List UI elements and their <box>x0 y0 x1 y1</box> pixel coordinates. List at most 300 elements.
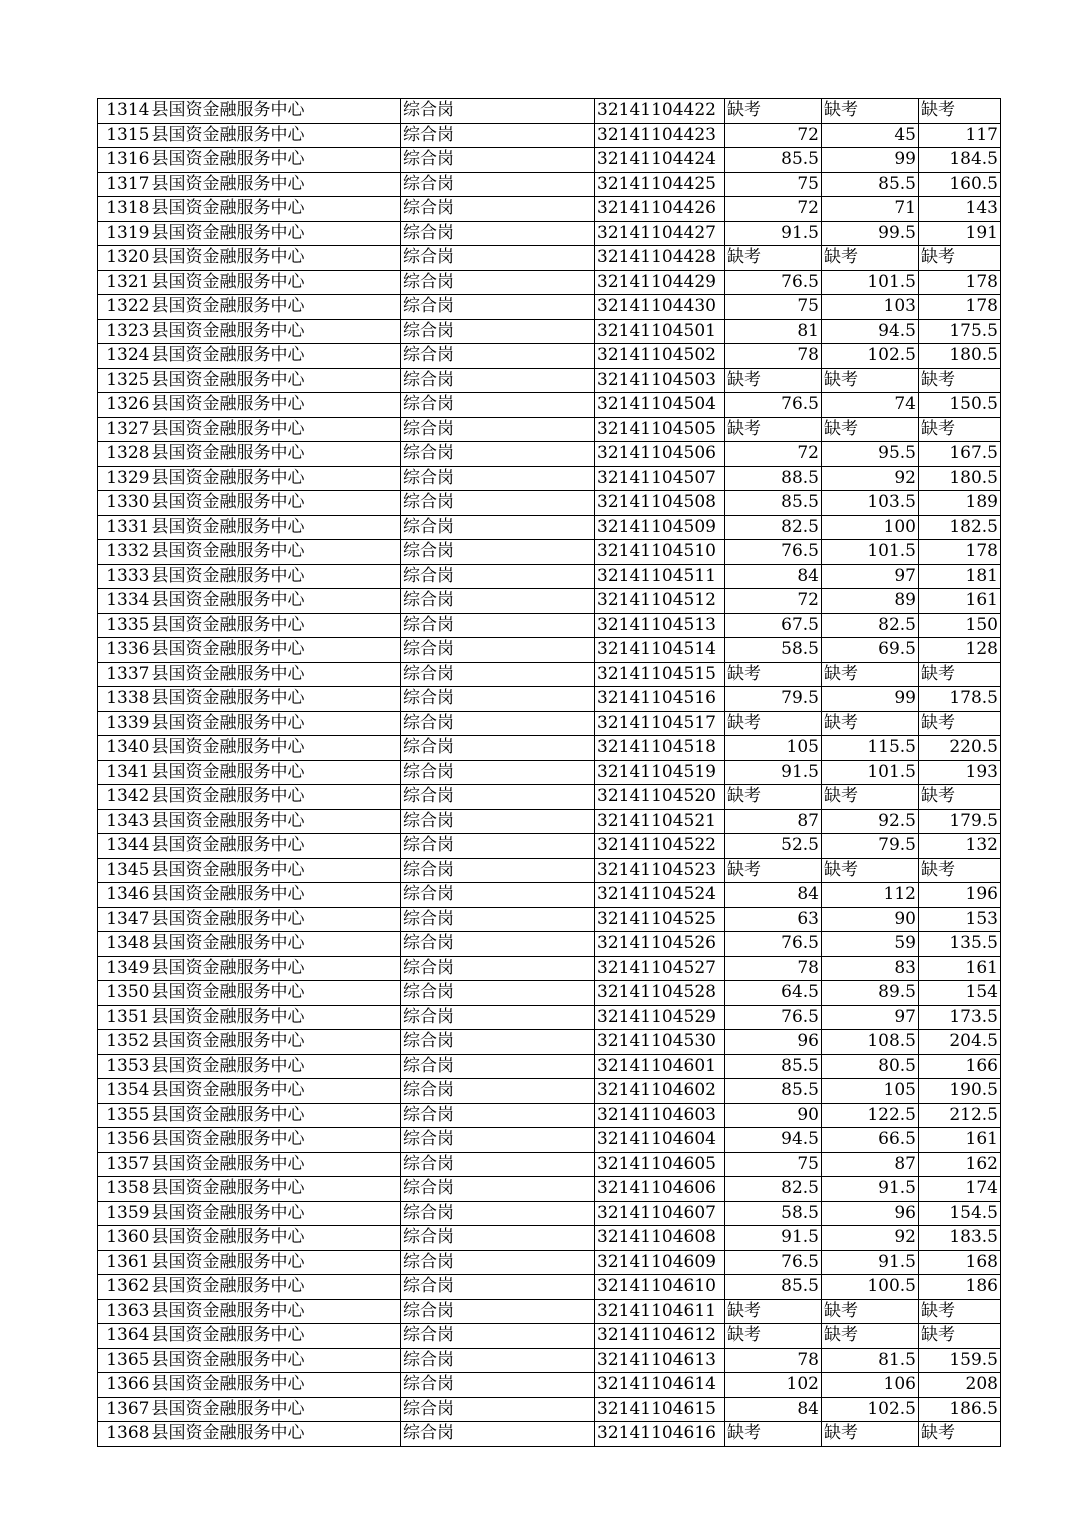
unit-name: 县国资金融服务中心 <box>151 883 401 908</box>
row-number: 1366 <box>98 1373 151 1398</box>
post-name: 综合岗 <box>401 270 595 295</box>
total-score: 180.5 <box>919 344 1001 369</box>
total-score: 180.5 <box>919 466 1001 491</box>
table-row <box>98 1324 1001 1349</box>
score-2: 103 <box>822 295 919 320</box>
exam-id: 32141104429 <box>595 270 725 295</box>
row-number: 1320 <box>98 246 151 271</box>
total-score: 191 <box>919 221 1001 246</box>
table-row <box>98 858 1001 883</box>
table-row <box>98 613 1001 638</box>
exam-id: 32141104515 <box>595 662 725 687</box>
unit-name: 县国资金融服务中心 <box>151 1030 401 1055</box>
exam-id: 32141104513 <box>595 613 725 638</box>
table-row <box>98 809 1001 834</box>
table-row <box>98 1030 1001 1055</box>
exam-id: 32141104521 <box>595 809 725 834</box>
post-name: 综合岗 <box>401 148 595 173</box>
unit-name: 县国资金融服务中心 <box>151 368 401 393</box>
exam-id: 32141104503 <box>595 368 725 393</box>
post-name: 综合岗 <box>401 1348 595 1373</box>
score-1: 67.5 <box>725 613 822 638</box>
table-row <box>98 466 1001 491</box>
table-row <box>98 540 1001 565</box>
score-1: 79.5 <box>725 687 822 712</box>
table-row <box>98 148 1001 173</box>
score-2: 69.5 <box>822 638 919 663</box>
unit-name: 县国资金融服务中心 <box>151 1103 401 1128</box>
post-name: 综合岗 <box>401 613 595 638</box>
post-name: 综合岗 <box>401 981 595 1006</box>
row-number: 1321 <box>98 270 151 295</box>
total-score: 193 <box>919 760 1001 785</box>
post-name: 综合岗 <box>401 221 595 246</box>
table-row <box>98 1079 1001 1104</box>
total-score: 缺考 <box>919 417 1001 442</box>
row-number: 1338 <box>98 687 151 712</box>
unit-name: 县国资金融服务中心 <box>151 1422 401 1447</box>
post-name: 综合岗 <box>401 1324 595 1349</box>
table-row <box>98 907 1001 932</box>
total-score: 153 <box>919 907 1001 932</box>
row-number: 1348 <box>98 932 151 957</box>
table-row <box>98 1226 1001 1251</box>
score-2: 101.5 <box>822 270 919 295</box>
row-number: 1337 <box>98 662 151 687</box>
score-1: 102 <box>725 1373 822 1398</box>
exam-id: 32141104602 <box>595 1079 725 1104</box>
row-number: 1315 <box>98 123 151 148</box>
exam-id: 32141104613 <box>595 1348 725 1373</box>
post-name: 综合岗 <box>401 809 595 834</box>
total-score: 162 <box>919 1152 1001 1177</box>
table-row <box>98 319 1001 344</box>
table-row <box>98 1299 1001 1324</box>
score-2: 102.5 <box>822 344 919 369</box>
score-2: 缺考 <box>822 1422 919 1447</box>
score-1: 82.5 <box>725 1177 822 1202</box>
post-name: 综合岗 <box>401 858 595 883</box>
row-number: 1336 <box>98 638 151 663</box>
post-name: 综合岗 <box>401 1373 595 1398</box>
score-1: 81 <box>725 319 822 344</box>
score-2: 缺考 <box>822 662 919 687</box>
total-score: 179.5 <box>919 809 1001 834</box>
exam-id: 32141104427 <box>595 221 725 246</box>
post-name: 综合岗 <box>401 1079 595 1104</box>
score-table <box>97 98 1001 1447</box>
post-name: 综合岗 <box>401 1226 595 1251</box>
table-row <box>98 491 1001 516</box>
score-1: 76.5 <box>725 1250 822 1275</box>
exam-id: 32141104606 <box>595 1177 725 1202</box>
table-row <box>98 1103 1001 1128</box>
exam-id: 32141104505 <box>595 417 725 442</box>
post-name: 综合岗 <box>401 1054 595 1079</box>
exam-id: 32141104601 <box>595 1054 725 1079</box>
exam-id: 32141104616 <box>595 1422 725 1447</box>
unit-name: 县国资金融服务中心 <box>151 785 401 810</box>
table-row <box>98 1373 1001 1398</box>
table-row <box>98 344 1001 369</box>
table-body <box>98 99 1001 1447</box>
table-row <box>98 393 1001 418</box>
unit-name: 县国资金融服务中心 <box>151 466 401 491</box>
exam-id: 32141104516 <box>595 687 725 712</box>
score-1: 75 <box>725 172 822 197</box>
exam-id: 32141104430 <box>595 295 725 320</box>
row-number: 1354 <box>98 1079 151 1104</box>
score-2: 83 <box>822 956 919 981</box>
table-row <box>98 1348 1001 1373</box>
score-2: 缺考 <box>822 858 919 883</box>
score-1: 64.5 <box>725 981 822 1006</box>
unit-name: 县国资金融服务中心 <box>151 1275 401 1300</box>
total-score: 缺考 <box>919 368 1001 393</box>
score-1: 72 <box>725 589 822 614</box>
score-1: 91.5 <box>725 760 822 785</box>
table-row <box>98 1250 1001 1275</box>
unit-name: 县国资金融服务中心 <box>151 687 401 712</box>
score-1: 91.5 <box>725 1226 822 1251</box>
score-1: 缺考 <box>725 1422 822 1447</box>
unit-name: 县国资金融服务中心 <box>151 711 401 736</box>
row-number: 1344 <box>98 834 151 859</box>
unit-name: 县国资金融服务中心 <box>151 1226 401 1251</box>
score-1: 85.5 <box>725 1079 822 1104</box>
post-name: 综合岗 <box>401 295 595 320</box>
unit-name: 县国资金融服务中心 <box>151 564 401 589</box>
total-score: 204.5 <box>919 1030 1001 1055</box>
unit-name: 县国资金融服务中心 <box>151 956 401 981</box>
row-number: 1316 <box>98 148 151 173</box>
table-row <box>98 1152 1001 1177</box>
total-score: 175.5 <box>919 319 1001 344</box>
exam-id: 32141104502 <box>595 344 725 369</box>
row-number: 1333 <box>98 564 151 589</box>
table-row <box>98 1128 1001 1153</box>
table-row <box>98 368 1001 393</box>
score-2: 缺考 <box>822 785 919 810</box>
exam-id: 32141104510 <box>595 540 725 565</box>
total-score: 161 <box>919 956 1001 981</box>
score-2: 87 <box>822 1152 919 1177</box>
unit-name: 县国资金融服务中心 <box>151 148 401 173</box>
total-score: 212.5 <box>919 1103 1001 1128</box>
exam-id: 32141104506 <box>595 442 725 467</box>
total-score: 150.5 <box>919 393 1001 418</box>
row-number: 1318 <box>98 197 151 222</box>
row-number: 1327 <box>98 417 151 442</box>
unit-name: 县国资金融服务中心 <box>151 1348 401 1373</box>
table-row <box>98 246 1001 271</box>
score-2: 92 <box>822 1226 919 1251</box>
table-row <box>98 785 1001 810</box>
exam-id: 32141104603 <box>595 1103 725 1128</box>
total-score: 190.5 <box>919 1079 1001 1104</box>
row-number: 1314 <box>98 99 151 124</box>
row-number: 1335 <box>98 613 151 638</box>
exam-id: 32141104529 <box>595 1005 725 1030</box>
table-row <box>98 99 1001 124</box>
score-2: 80.5 <box>822 1054 919 1079</box>
score-2: 122.5 <box>822 1103 919 1128</box>
post-name: 综合岗 <box>401 491 595 516</box>
score-1: 缺考 <box>725 246 822 271</box>
post-name: 综合岗 <box>401 785 595 810</box>
score-2: 66.5 <box>822 1128 919 1153</box>
score-1: 76.5 <box>725 393 822 418</box>
score-1: 63 <box>725 907 822 932</box>
post-name: 综合岗 <box>401 834 595 859</box>
table-row <box>98 564 1001 589</box>
unit-name: 县国资金融服务中心 <box>151 1177 401 1202</box>
score-2: 92 <box>822 466 919 491</box>
exam-id: 32141104501 <box>595 319 725 344</box>
table-row <box>98 981 1001 1006</box>
row-number: 1324 <box>98 344 151 369</box>
table-row <box>98 883 1001 908</box>
post-name: 综合岗 <box>401 393 595 418</box>
unit-name: 县国资金融服务中心 <box>151 1299 401 1324</box>
post-name: 综合岗 <box>401 687 595 712</box>
post-name: 综合岗 <box>401 246 595 271</box>
row-number: 1359 <box>98 1201 151 1226</box>
row-number: 1342 <box>98 785 151 810</box>
post-name: 综合岗 <box>401 662 595 687</box>
unit-name: 县国资金融服务中心 <box>151 1054 401 1079</box>
row-number: 1319 <box>98 221 151 246</box>
table-row <box>98 442 1001 467</box>
exam-id: 32141104524 <box>595 883 725 908</box>
score-2: 94.5 <box>822 319 919 344</box>
score-2: 79.5 <box>822 834 919 859</box>
unit-name: 县国资金融服务中心 <box>151 172 401 197</box>
exam-id: 32141104517 <box>595 711 725 736</box>
unit-name: 县国资金融服务中心 <box>151 197 401 222</box>
score-2: 97 <box>822 1005 919 1030</box>
total-score: 178 <box>919 295 1001 320</box>
score-1: 缺考 <box>725 99 822 124</box>
post-name: 综合岗 <box>401 172 595 197</box>
total-score: 缺考 <box>919 1422 1001 1447</box>
row-number: 1323 <box>98 319 151 344</box>
exam-id: 32141104504 <box>595 393 725 418</box>
unit-name: 县国资金融服务中心 <box>151 834 401 859</box>
total-score: 168 <box>919 1250 1001 1275</box>
row-number: 1339 <box>98 711 151 736</box>
unit-name: 县国资金融服务中心 <box>151 1250 401 1275</box>
total-score: 161 <box>919 1128 1001 1153</box>
score-2: 102.5 <box>822 1397 919 1422</box>
row-number: 1351 <box>98 1005 151 1030</box>
exam-id: 32141104523 <box>595 858 725 883</box>
row-number: 1367 <box>98 1397 151 1422</box>
score-2: 97 <box>822 564 919 589</box>
score-2: 85.5 <box>822 172 919 197</box>
row-number: 1326 <box>98 393 151 418</box>
post-name: 综合岗 <box>401 883 595 908</box>
score-1: 76.5 <box>725 932 822 957</box>
unit-name: 县国资金融服务中心 <box>151 515 401 540</box>
unit-name: 县国资金融服务中心 <box>151 1201 401 1226</box>
score-2: 103.5 <box>822 491 919 516</box>
total-score: 117 <box>919 123 1001 148</box>
score-2: 95.5 <box>822 442 919 467</box>
unit-name: 县国资金融服务中心 <box>151 295 401 320</box>
score-1: 缺考 <box>725 1324 822 1349</box>
score-1: 85.5 <box>725 1054 822 1079</box>
post-name: 综合岗 <box>401 638 595 663</box>
row-number: 1352 <box>98 1030 151 1055</box>
score-2: 缺考 <box>822 1324 919 1349</box>
exam-id: 32141104605 <box>595 1152 725 1177</box>
post-name: 综合岗 <box>401 907 595 932</box>
score-2: 82.5 <box>822 613 919 638</box>
total-score: 150 <box>919 613 1001 638</box>
exam-id: 32141104527 <box>595 956 725 981</box>
total-score: 183.5 <box>919 1226 1001 1251</box>
row-number: 1358 <box>98 1177 151 1202</box>
score-2: 99.5 <box>822 221 919 246</box>
exam-id: 32141104423 <box>595 123 725 148</box>
score-2: 106 <box>822 1373 919 1398</box>
score-2: 105 <box>822 1079 919 1104</box>
post-name: 综合岗 <box>401 1103 595 1128</box>
post-name: 综合岗 <box>401 1299 595 1324</box>
table-row <box>98 1054 1001 1079</box>
exam-id: 32141104426 <box>595 197 725 222</box>
exam-id: 32141104530 <box>595 1030 725 1055</box>
post-name: 综合岗 <box>401 760 595 785</box>
unit-name: 县国资金融服务中心 <box>151 99 401 124</box>
total-score: 208 <box>919 1373 1001 1398</box>
row-number: 1332 <box>98 540 151 565</box>
score-2: 100.5 <box>822 1275 919 1300</box>
table-row <box>98 736 1001 761</box>
score-1: 90 <box>725 1103 822 1128</box>
table-row <box>98 589 1001 614</box>
exam-id: 32141104610 <box>595 1275 725 1300</box>
total-score: 220.5 <box>919 736 1001 761</box>
row-number: 1355 <box>98 1103 151 1128</box>
unit-name: 县国资金融服务中心 <box>151 1373 401 1398</box>
row-number: 1317 <box>98 172 151 197</box>
unit-name: 县国资金融服务中心 <box>151 662 401 687</box>
score-1: 76.5 <box>725 540 822 565</box>
score-1: 85.5 <box>725 1275 822 1300</box>
total-score: 缺考 <box>919 662 1001 687</box>
table-row <box>98 1275 1001 1300</box>
unit-name: 县国资金融服务中心 <box>151 1397 401 1422</box>
unit-name: 县国资金融服务中心 <box>151 442 401 467</box>
post-name: 综合岗 <box>401 123 595 148</box>
post-name: 综合岗 <box>401 1030 595 1055</box>
score-2: 缺考 <box>822 99 919 124</box>
total-score: 178 <box>919 270 1001 295</box>
row-number: 1353 <box>98 1054 151 1079</box>
unit-name: 县国资金融服务中心 <box>151 1005 401 1030</box>
score-1: 84 <box>725 1397 822 1422</box>
total-score: 196 <box>919 883 1001 908</box>
score-1: 缺考 <box>725 1299 822 1324</box>
score-2: 缺考 <box>822 417 919 442</box>
row-number: 1362 <box>98 1275 151 1300</box>
total-score: 154 <box>919 981 1001 1006</box>
unit-name: 县国资金融服务中心 <box>151 491 401 516</box>
exam-id: 32141104609 <box>595 1250 725 1275</box>
post-name: 综合岗 <box>401 1152 595 1177</box>
score-1: 76.5 <box>725 1005 822 1030</box>
total-score: 167.5 <box>919 442 1001 467</box>
score-1: 84 <box>725 564 822 589</box>
unit-name: 县国资金融服务中心 <box>151 760 401 785</box>
score-2: 缺考 <box>822 246 919 271</box>
unit-name: 县国资金融服务中心 <box>151 638 401 663</box>
post-name: 综合岗 <box>401 344 595 369</box>
unit-name: 县国资金融服务中心 <box>151 319 401 344</box>
row-number: 1329 <box>98 466 151 491</box>
total-score: 缺考 <box>919 785 1001 810</box>
row-number: 1350 <box>98 981 151 1006</box>
exam-id: 32141104514 <box>595 638 725 663</box>
post-name: 综合岗 <box>401 515 595 540</box>
score-2: 100 <box>822 515 919 540</box>
row-number: 1361 <box>98 1250 151 1275</box>
post-name: 综合岗 <box>401 1275 595 1300</box>
unit-name: 县国资金融服务中心 <box>151 540 401 565</box>
score-1: 85.5 <box>725 491 822 516</box>
total-score: 184.5 <box>919 148 1001 173</box>
post-name: 综合岗 <box>401 1201 595 1226</box>
score-2: 缺考 <box>822 1299 919 1324</box>
unit-name: 县国资金融服务中心 <box>151 613 401 638</box>
total-score: 161 <box>919 589 1001 614</box>
row-number: 1322 <box>98 295 151 320</box>
exam-id: 32141104604 <box>595 1128 725 1153</box>
total-score: 173.5 <box>919 1005 1001 1030</box>
total-score: 174 <box>919 1177 1001 1202</box>
score-1: 78 <box>725 1348 822 1373</box>
table-row <box>98 295 1001 320</box>
exam-id: 32141104522 <box>595 834 725 859</box>
post-name: 综合岗 <box>401 319 595 344</box>
unit-name: 县国资金融服务中心 <box>151 270 401 295</box>
score-1: 94.5 <box>725 1128 822 1153</box>
score-1: 78 <box>725 344 822 369</box>
unit-name: 县国资金融服务中心 <box>151 417 401 442</box>
unit-name: 县国资金融服务中心 <box>151 809 401 834</box>
table-row <box>98 711 1001 736</box>
row-number: 1365 <box>98 1348 151 1373</box>
score-1: 75 <box>725 295 822 320</box>
exam-id: 32141104422 <box>595 99 725 124</box>
total-score: 186.5 <box>919 1397 1001 1422</box>
score-1: 72 <box>725 123 822 148</box>
score-1: 72 <box>725 197 822 222</box>
exam-id: 32141104528 <box>595 981 725 1006</box>
total-score: 181 <box>919 564 1001 589</box>
total-score: 143 <box>919 197 1001 222</box>
post-name: 综合岗 <box>401 540 595 565</box>
total-score: 缺考 <box>919 858 1001 883</box>
exam-id: 32141104428 <box>595 246 725 271</box>
score-2: 99 <box>822 687 919 712</box>
score-1: 缺考 <box>725 858 822 883</box>
row-number: 1346 <box>98 883 151 908</box>
post-name: 综合岗 <box>401 1422 595 1447</box>
total-score: 189 <box>919 491 1001 516</box>
